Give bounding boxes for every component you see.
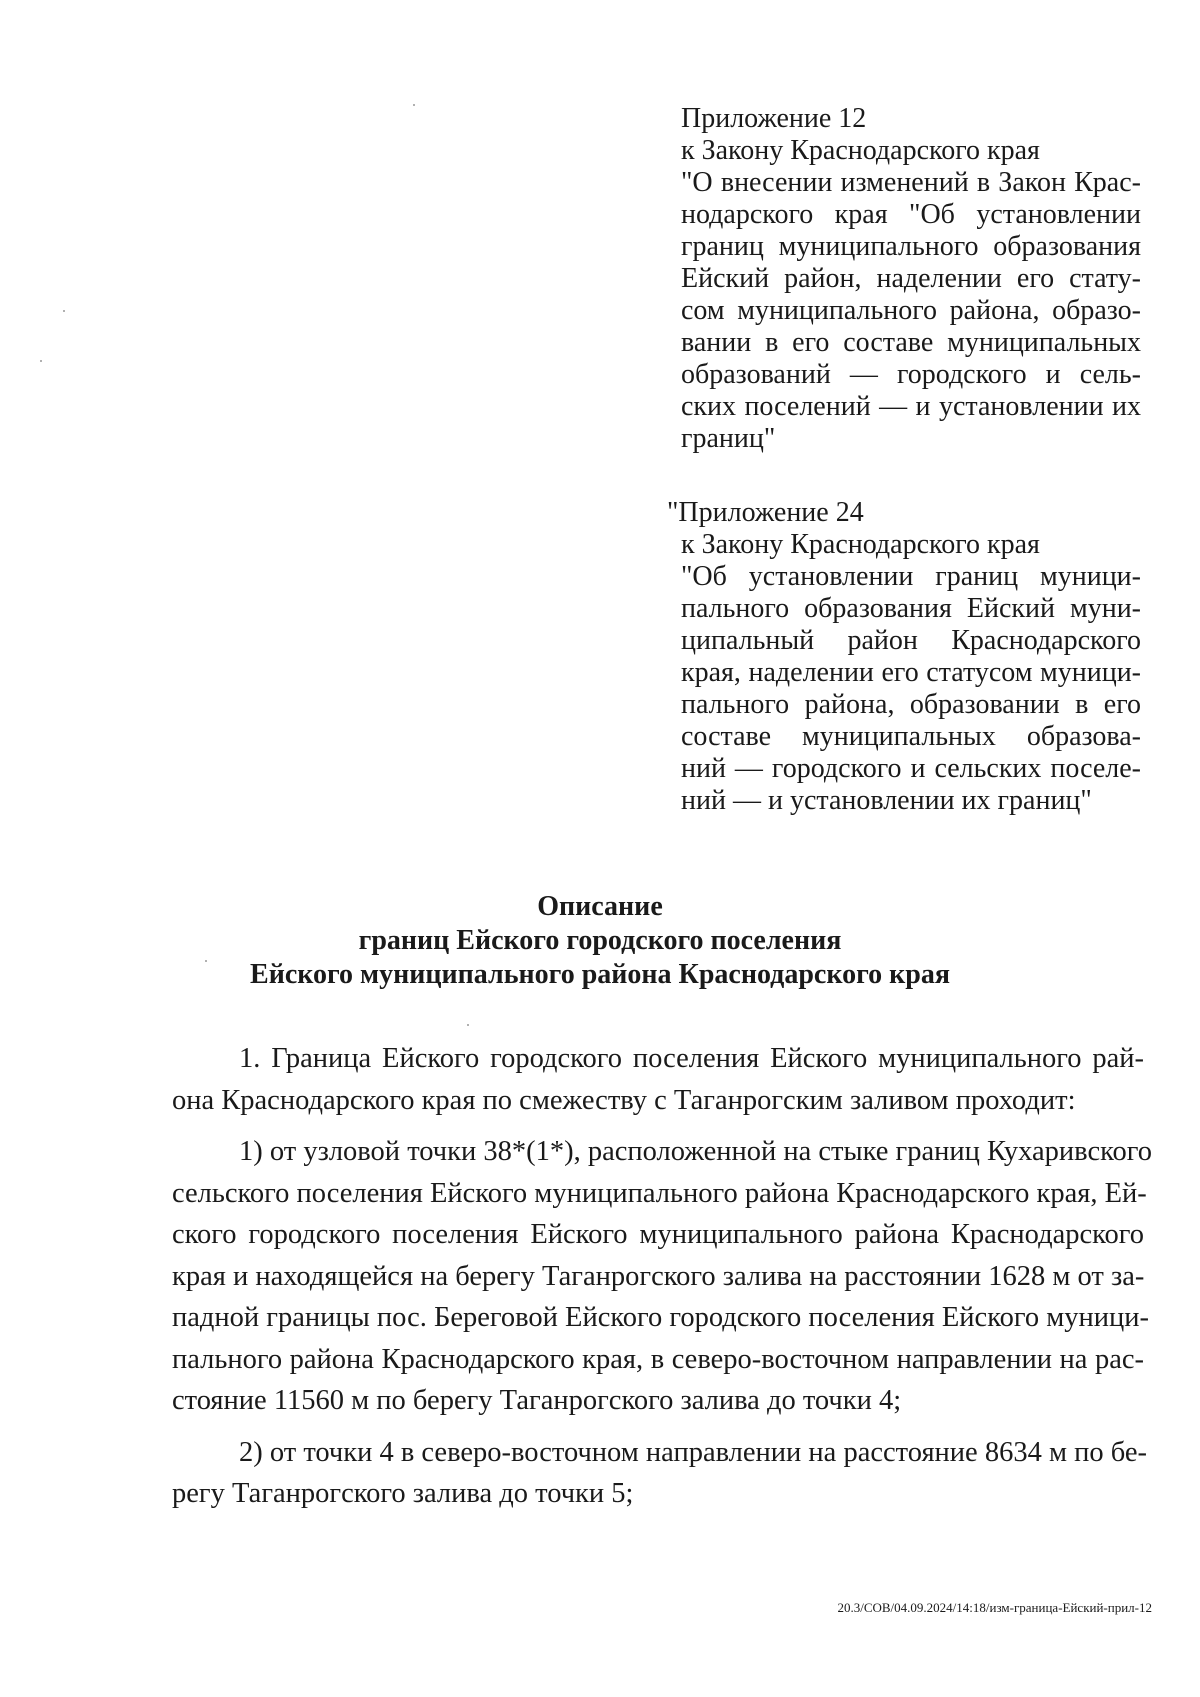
body-line: края и находящейся на берегу Таганрогского залива на расстоянии 1628 м от за- [172, 1260, 1145, 1292]
body-line: сельского поселения Ейского муниципального района Краснодарского края, Ей- [172, 1177, 1147, 1209]
body-line: стояние 11560 м по берегу Таганрогского залива до точки 4; [172, 1385, 902, 1416]
appendix-line: вании в его составе муниципальных [681, 327, 1141, 358]
appendix-line: составе муниципальных образова- [681, 721, 1141, 752]
body-line: ского городского поселения Ейского муниципального района Краснодарского [172, 1219, 1144, 1250]
appendix-line: к Закону Краснодарского края [681, 529, 1040, 560]
paragraph-2 [172, 1131, 1152, 1422]
document-code: 20.3/СОВ/04.09.2024/14:18/изм-граница-Ейский-прил-12 [837, 1600, 1152, 1615]
title-line-3: Ейского муниципального района Краснодарского края [250, 959, 950, 990]
scan-speck [467, 1024, 469, 1026]
appendix-line: ципальный район Краснодарского [681, 625, 1141, 656]
body-line: 1) от узловой точки 38*(1*), расположенной на стыке границ Кухаривского [239, 1136, 1152, 1167]
appendix-line: ний — городского и сельских поселе- [681, 753, 1141, 784]
appendix-line: сом муниципального района, образо- [681, 295, 1141, 326]
title-line-2: границ Ейского городского поселения [358, 925, 842, 956]
title-line-1: Описание [537, 891, 663, 922]
paragraph-1 [172, 1038, 1144, 1121]
appendix-line: Ейский район, наделении его стату- [681, 263, 1141, 294]
scan-speck [413, 104, 415, 106]
appendix-24-block [667, 497, 1141, 817]
appendix-line: границ муниципального образования [681, 231, 1141, 262]
appendix-line: края, наделении его статусом муници- [681, 657, 1141, 688]
appendix-line: "Об установлении границ муници- [681, 561, 1141, 592]
body-line: пального района Краснодарского края, в северо-восточном направлении на рас- [172, 1343, 1144, 1375]
appendix-line: ских поселений — и установлении их [681, 391, 1141, 422]
body-line: она Краснодарского края по смежеству с Таганрогским заливом проходит: [172, 1084, 1076, 1116]
appendix-12-block [681, 103, 1141, 455]
scan-speck [40, 360, 42, 362]
appendix-line: нодарского края "Об установлении [681, 199, 1141, 230]
appendix-line: образований — городского и сель- [681, 359, 1141, 390]
document-body [172, 1038, 1152, 1525]
appendix-line: пального образования Ейский муни- [681, 593, 1141, 624]
body-line: падной границы пос. Береговой Ейского городского поселения Ейского муници- [172, 1302, 1149, 1333]
body-line: 2) от точки 4 в северо-восточном направлении на расстояние 8634 м по бе- [239, 1436, 1148, 1468]
paragraph-3 [172, 1432, 1148, 1515]
appendix-line: Приложение 12 [681, 103, 867, 134]
appendix-line: пального района, образовании в его [681, 689, 1141, 720]
body-line: 1. Граница Ейского городского поселения Ейского муниципального рай- [239, 1043, 1144, 1074]
document-title [0, 890, 1200, 992]
appendix-line: к Закону Краснодарского края [681, 135, 1040, 166]
scan-speck [63, 310, 65, 312]
appendix-line: границ" [681, 423, 776, 454]
appendix-line: "Приложение 24 [667, 497, 864, 528]
body-line: регу Таганрогского залива до точки 5; [172, 1478, 634, 1509]
appendix-line: "О внесении изменений в Закон Крас- [681, 167, 1141, 198]
appendix-line: ний — и установлении их границ" [681, 785, 1092, 816]
